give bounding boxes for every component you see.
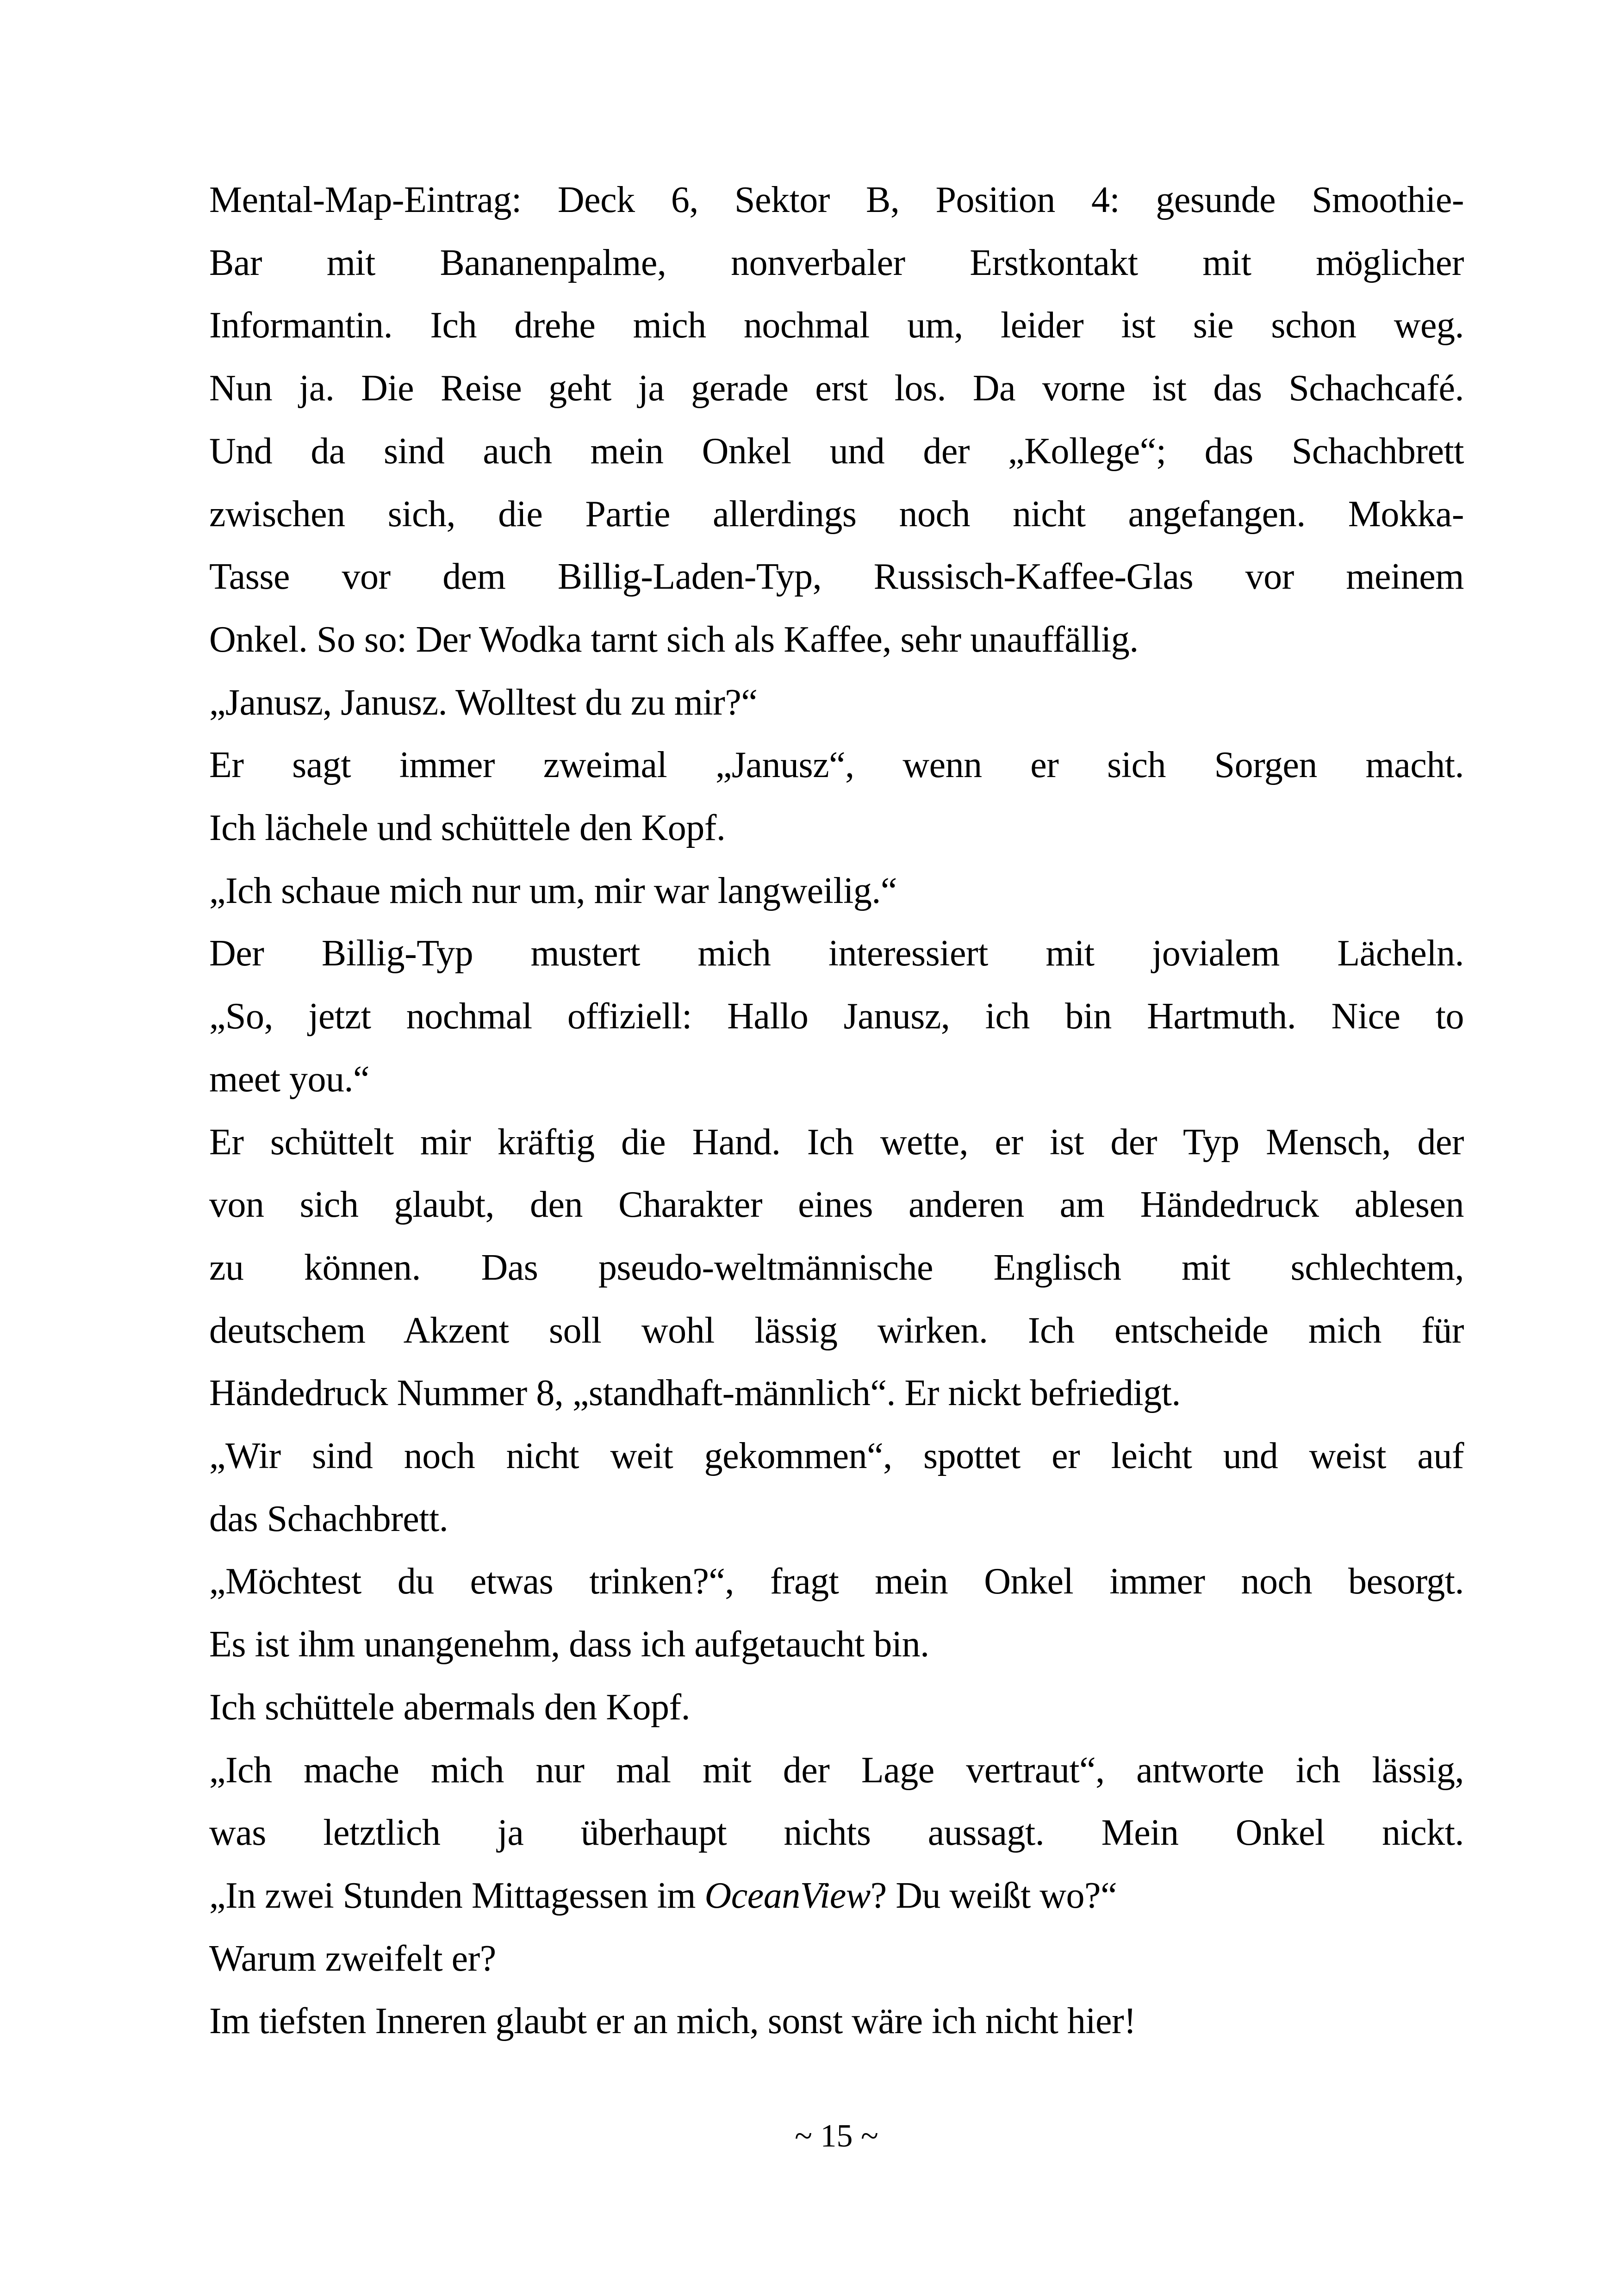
text-line bbox=[209, 232, 1464, 295]
paragraph bbox=[209, 1928, 1464, 1991]
paragraph bbox=[209, 672, 1464, 734]
text-line bbox=[209, 860, 1464, 923]
text-segment: Es ist ihm unangenehm, dass ich aufgetaucht bin. bbox=[209, 1624, 929, 1665]
text-segment: Warum zweifelt er? bbox=[209, 1938, 496, 1979]
paragraph bbox=[209, 1550, 1464, 1676]
text-segment: Mental-Map-Eintrag: Deck 6, Sektor B, Position 4: gesunde Smoothie- bbox=[209, 180, 1464, 220]
text-line bbox=[209, 294, 1464, 357]
text-segment: „Möchtest du etwas trinken?“, fragt mein Onkel immer noch besorgt. bbox=[209, 1561, 1464, 1602]
text-line bbox=[209, 1300, 1464, 1363]
text-segment: was letztlich ja überhaupt nichts aussagt. Mein Onkel nickt. bbox=[209, 1812, 1464, 1854]
text-line bbox=[209, 1111, 1464, 1174]
text-segment: Im tiefsten Inneren glaubt er an mich, sonst wäre ich nicht hier! bbox=[209, 2001, 1136, 2042]
paragraph bbox=[209, 1990, 1464, 2053]
text-segment: Ich schüttele abermals den Kopf. bbox=[209, 1686, 691, 1728]
text-line bbox=[209, 1990, 1464, 2053]
paragraph bbox=[209, 169, 1464, 672]
text-line bbox=[209, 1488, 1464, 1551]
text-segment: Bar mit Bananenpalme, nonverbaler Erstkontakt mit möglicher bbox=[209, 242, 1464, 283]
text-line bbox=[209, 1802, 1464, 1865]
text-segment: deutschem Akzent soll wohl lässig wirken. Ich entscheide mich für bbox=[209, 1310, 1464, 1351]
text-segment: Nun ja. Die Reise geht ja gerade erst los. Da vorne ist das Schachcafé. bbox=[209, 368, 1464, 409]
paragraph bbox=[209, 860, 1464, 923]
text-line bbox=[209, 797, 1464, 860]
text-line bbox=[209, 985, 1464, 1048]
text-segment: Tasse vor dem Billig-Laden-Typ, Russisch-Kaffee-Glas vor meinem bbox=[209, 556, 1464, 597]
text-line bbox=[209, 922, 1464, 985]
paragraph bbox=[209, 922, 1464, 1111]
text-segment: Der Billig-Typ mustert mich interessiert mit jovialem Lächeln. bbox=[209, 933, 1464, 974]
text-line bbox=[209, 734, 1464, 797]
text-line bbox=[209, 1237, 1464, 1300]
text-line bbox=[209, 1048, 1464, 1111]
text-segment: meet you.“ bbox=[209, 1058, 369, 1100]
text-segment: Er sagt immer zweimal „Janusz“, wenn er sich Sorgen macht. bbox=[209, 745, 1464, 786]
text-segment: Händedruck Nummer 8, „standhaft-männlich“. Er nickt befriedigt. bbox=[209, 1373, 1181, 1414]
text-line bbox=[209, 1865, 1464, 1928]
text-segment: „In zwei Stunden Mittagessen im bbox=[209, 1875, 705, 1916]
text-segment: „Ich schaue mich nur um, mir war langweilig.“ bbox=[209, 870, 897, 911]
text-segment: Ich lächele und schüttele den Kopf. bbox=[209, 808, 726, 849]
text-line bbox=[209, 169, 1464, 232]
paragraph bbox=[209, 1111, 1464, 1425]
page-text bbox=[209, 169, 1464, 2053]
text-line bbox=[209, 1550, 1464, 1613]
text-line bbox=[209, 546, 1464, 609]
text-segment: „Wir sind noch nicht weit gekommen“, spottet er leicht und weist auf bbox=[209, 1436, 1464, 1477]
text-line bbox=[209, 420, 1464, 483]
text-segment: ? Du weißt wo?“ bbox=[870, 1875, 1117, 1916]
paragraph bbox=[209, 734, 1464, 859]
text-segment: „Ich mache mich nur mal mit der Lage vertraut“, antworte ich lässig, bbox=[209, 1749, 1464, 1791]
text-segment: von sich glaubt, den Charakter eines anderen am Händedruck ablesen bbox=[209, 1184, 1464, 1226]
page-number: ~ 15 ~ bbox=[795, 2118, 878, 2154]
text-line bbox=[209, 1425, 1464, 1488]
text-segment: das Schachbrett. bbox=[209, 1498, 448, 1539]
text-line bbox=[209, 672, 1464, 734]
paragraph bbox=[209, 1676, 1464, 1739]
paragraph bbox=[209, 1425, 1464, 1550]
text-line bbox=[209, 1928, 1464, 1991]
text-line bbox=[209, 1676, 1464, 1739]
text-segment: Onkel. So so: Der Wodka tarnt sich als Kaffee, sehr unauffällig. bbox=[209, 619, 1139, 660]
text-line bbox=[209, 1362, 1464, 1425]
text-line bbox=[209, 609, 1464, 672]
text-line bbox=[209, 1739, 1464, 1802]
text-segment: Er schüttelt mir kräftig die Hand. Ich wette, er ist der Typ Mensch, der bbox=[209, 1121, 1464, 1163]
text-line bbox=[209, 483, 1464, 546]
italic-text-segment: OceanView bbox=[704, 1875, 871, 1916]
text-segment: zu können. Das pseudo-weltmännische Englisch mit schlechtem, bbox=[209, 1247, 1464, 1288]
text-segment: „Janusz, Janusz. Wolltest du zu mir?“ bbox=[209, 682, 758, 723]
text-segment: „So, jetzt nochmal offiziell: Hallo Janusz, ich bin Hartmuth. Nice to bbox=[209, 996, 1464, 1037]
text-line bbox=[209, 357, 1464, 420]
text-line bbox=[209, 1613, 1464, 1676]
text-segment: Und da sind auch mein Onkel und der „Kollege“; das Schachbrett bbox=[209, 430, 1464, 472]
text-segment: zwischen sich, die Partie allerdings noch nicht angefangen. Mokka- bbox=[209, 493, 1464, 535]
paragraph bbox=[209, 1739, 1464, 1928]
text-line bbox=[209, 1174, 1464, 1237]
text-segment: Informantin. Ich drehe mich nochmal um, leider ist sie schon weg. bbox=[209, 305, 1464, 346]
